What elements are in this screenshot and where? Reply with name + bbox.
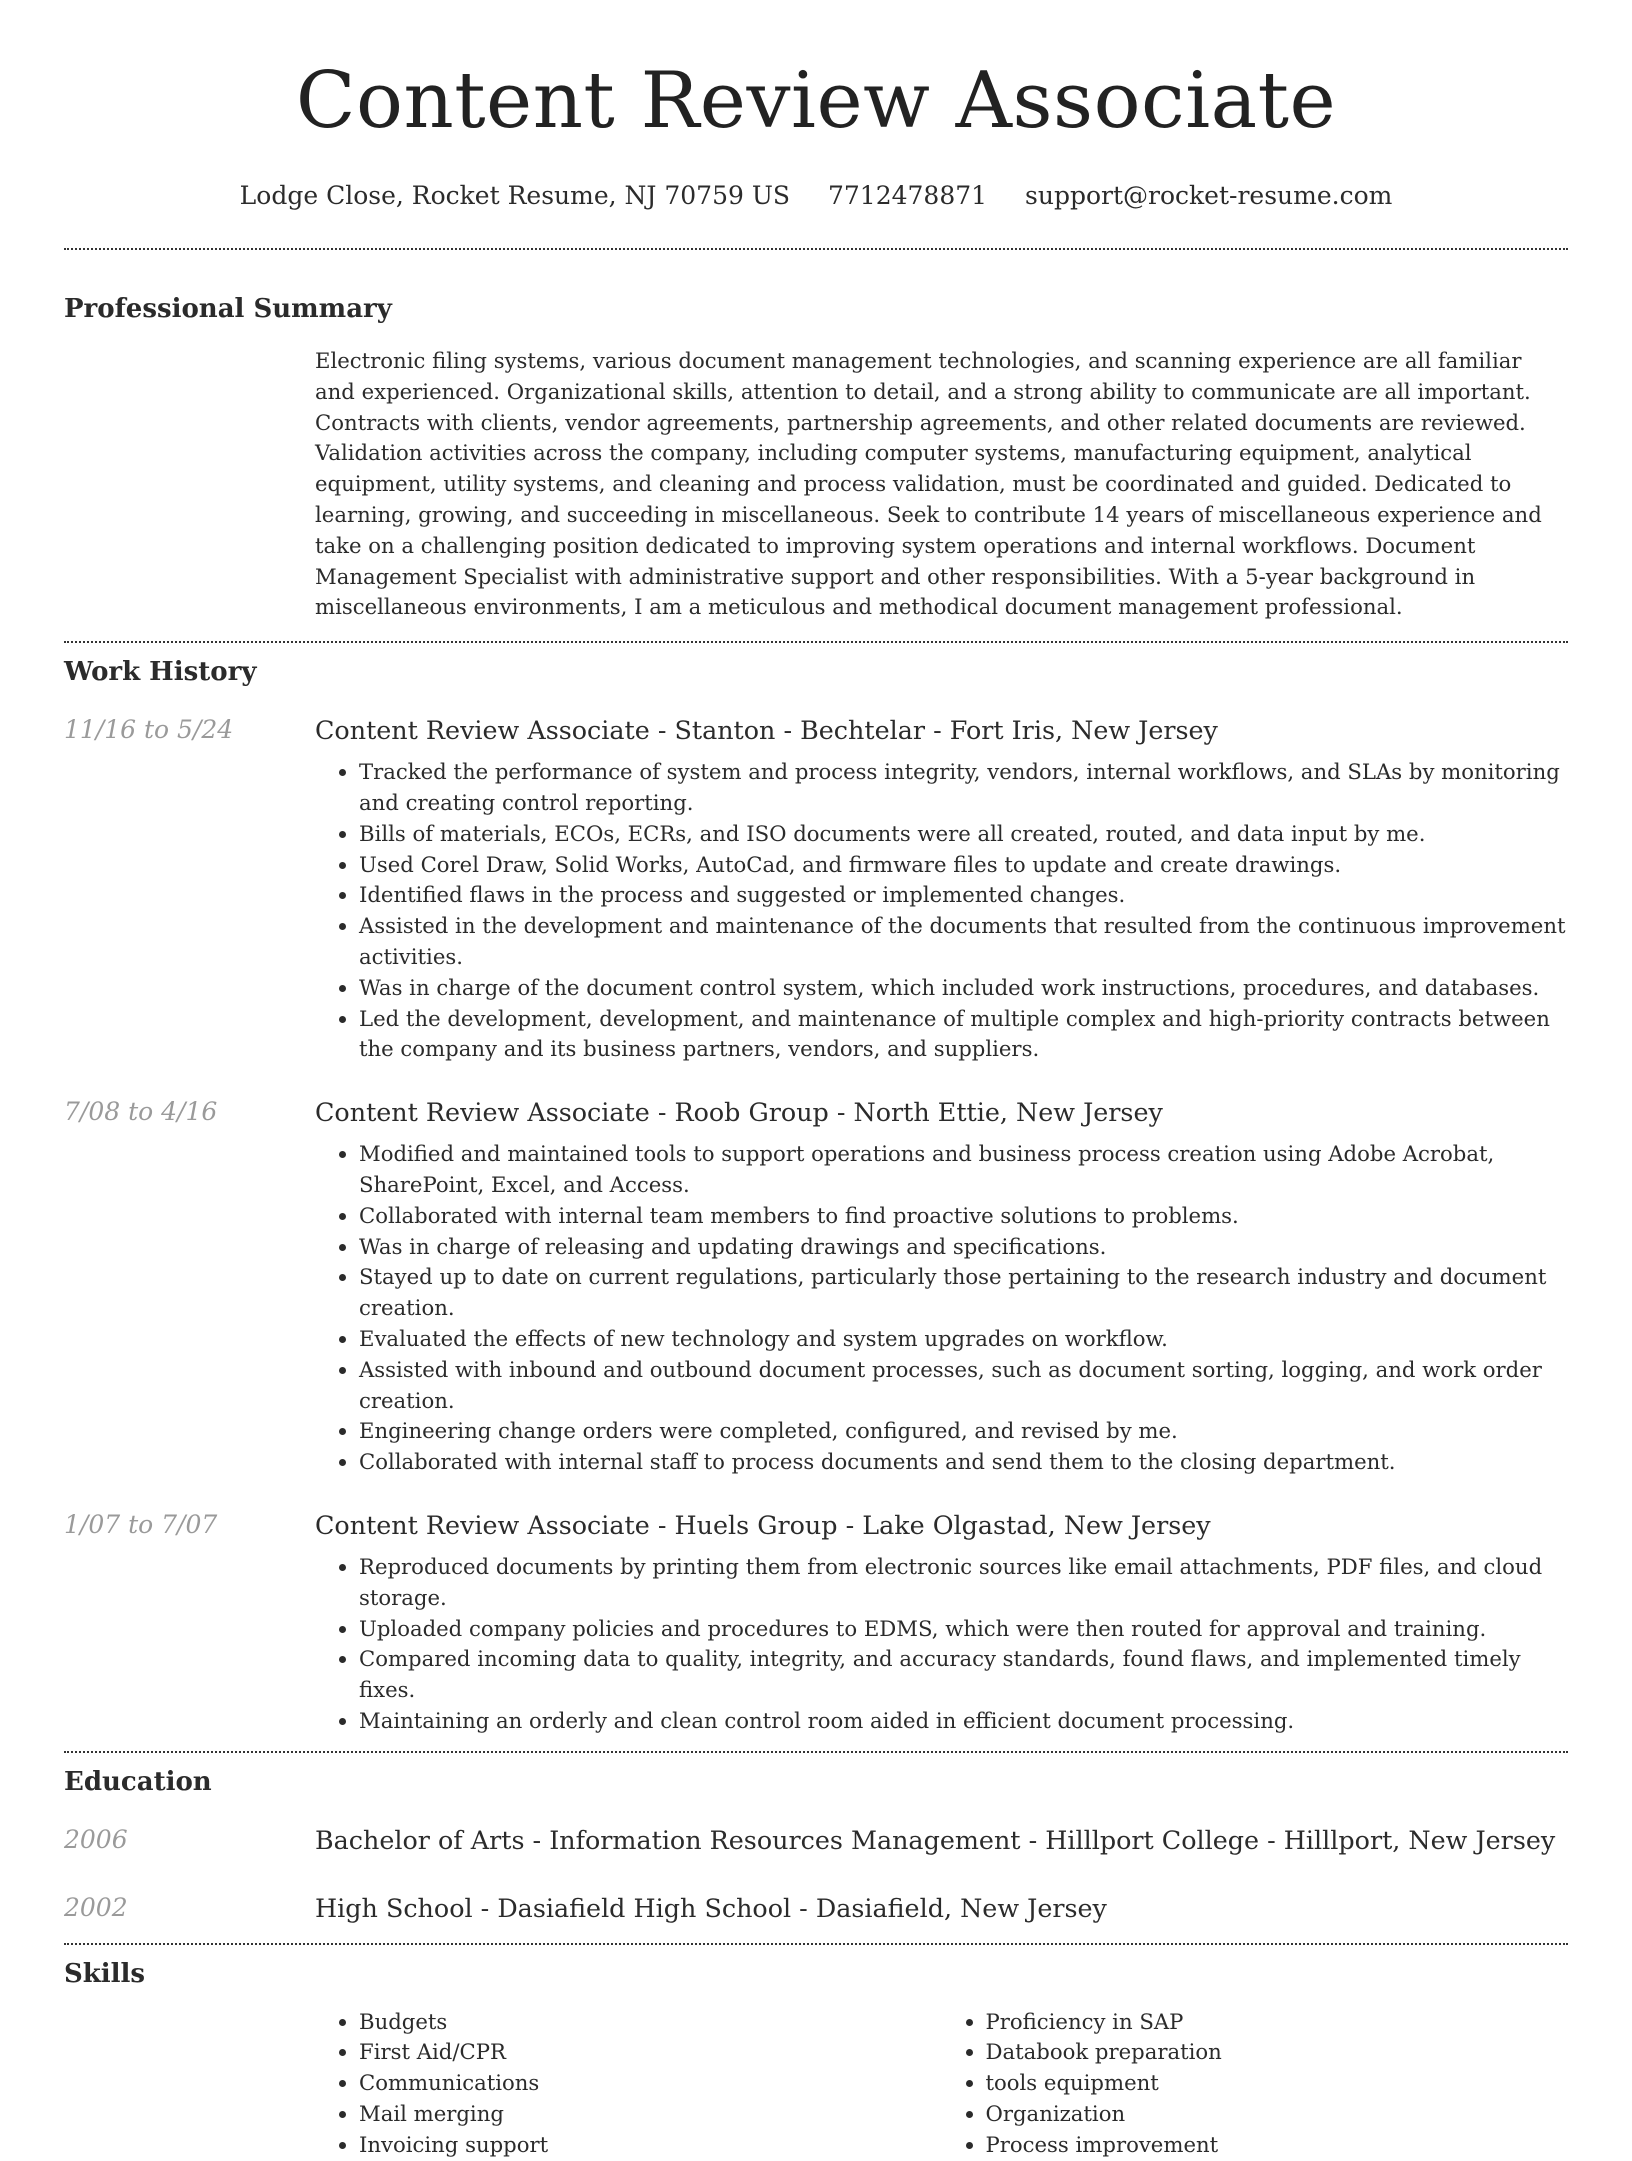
job-title: Content Review Associate - Roob Group - North Ettie, New Jersey bbox=[315, 1097, 1163, 1128]
education-year: 2002 bbox=[64, 1892, 128, 1922]
skill-item: • Databook preparation bbox=[986, 2037, 1569, 2068]
section-divider bbox=[64, 1751, 1568, 1753]
job-bullet: • Assisted in the development and maintenance of the documents that resulted from the continuous improvement activities. bbox=[359, 911, 1568, 973]
job-dates: 1/07 to 7/07 bbox=[64, 1509, 218, 1539]
job-entry bbox=[64, 713, 1568, 1065]
skills-column-left bbox=[315, 2007, 942, 2161]
contact-line bbox=[64, 180, 1568, 212]
job-bullet: • Assisted with inbound and outbound document processes, such as document sorting, logging, and work order creation. bbox=[359, 1355, 1568, 1417]
job-bullet: • Tracked the performance of system and process integrity, vendors, internal workflows, and SLAs by monitoring and creating control reporting. bbox=[359, 757, 1568, 819]
section-divider bbox=[64, 248, 1568, 250]
education-year: 2006 bbox=[64, 1824, 128, 1854]
job-title: Content Review Associate - Stanton - Bechtelar - Fort Iris, New Jersey bbox=[315, 715, 1218, 746]
job-bullet: • Led the development, development, and maintenance of multiple complex and high-priority contracts between the company and its business partners, vendors, and suppliers. bbox=[359, 1004, 1568, 1066]
work-history-heading: Work History bbox=[64, 657, 257, 688]
job-bullet: • Used Corel Draw, Solid Works, AutoCad, and firmware files to update and create drawings. bbox=[359, 850, 1568, 881]
job-bullet: • Stayed up to date on current regulations, particularly those pertaining to the research industry and document creation. bbox=[359, 1262, 1568, 1324]
resume-page bbox=[64, 0, 1568, 2161]
job-bullets bbox=[315, 1139, 1568, 1478]
skill-item: • Proficiency in SAP bbox=[986, 2007, 1569, 2038]
job-bullet: • Engineering change orders were completed, configured, and revised by me. bbox=[359, 1416, 1568, 1447]
job-bullet: • Bills of materials, ECOs, ECRs, and ISO documents were all created, routed, and data input by me. bbox=[359, 819, 1568, 850]
section-divider bbox=[64, 1943, 1568, 1945]
job-bullet: • Was in charge of the document control system, which included work instructions, procedures, and databases. bbox=[359, 973, 1568, 1004]
contact-email: support@rocket-resume.com bbox=[1025, 181, 1393, 210]
education-degree: Bachelor of Arts - Information Resources Management - Hilllport College - Hilllport, New Jersey bbox=[315, 1824, 1556, 1855]
education-entry bbox=[64, 1823, 1568, 1857]
job-bullet: • Maintaining an orderly and clean control room aided in efficient document processing. bbox=[359, 1706, 1568, 1737]
skill-item: • Mail merging bbox=[359, 2099, 942, 2130]
skill-item: • Communications bbox=[359, 2068, 942, 2099]
skill-item: • Budgets bbox=[359, 2007, 942, 2038]
summary-heading: Professional Summary bbox=[64, 294, 392, 324]
job-dates: 11/16 to 5/24 bbox=[64, 715, 234, 745]
contact-address: Lodge Close, Rocket Resume, NJ 70759 US bbox=[239, 181, 791, 210]
skill-item: • Process improvement bbox=[986, 2130, 1569, 2161]
skills-list bbox=[315, 2007, 1568, 2161]
job-bullet: • Evaluated the effects of new technology and system upgrades on workflow. bbox=[359, 1324, 1568, 1355]
resume-name: Content Review Associate bbox=[295, 56, 1337, 146]
education-degree: High School - Dasiafield High School - Dasiafield, New Jersey bbox=[315, 1892, 1107, 1923]
job-title: Content Review Associate - Huels Group - Lake Olgastad, New Jersey bbox=[315, 1509, 1211, 1540]
job-bullet: • Compared incoming data to quality, integrity, and accuracy standards, found flaws, and implemented timely fixes. bbox=[359, 1644, 1568, 1706]
job-bullets bbox=[315, 1552, 1568, 1737]
job-dates: 7/08 to 4/16 bbox=[64, 1097, 218, 1127]
section-divider bbox=[64, 641, 1568, 643]
job-bullet: • Collaborated with internal staff to process documents and send them to the closing department. bbox=[359, 1447, 1568, 1478]
job-bullet: • Identified flaws in the process and suggested or implemented changes. bbox=[359, 880, 1568, 911]
job-bullet: • Was in charge of releasing and updating drawings and specifications. bbox=[359, 1232, 1568, 1263]
summary-text: Electronic filing systems, various document management technologies, and scanning experience are all familiar and experienced. Organizational skills, attention to detail, and a strong ability to communicate are all important. Contracts with clients, vendor agreements, partnership agreements, and other related documents are reviewed. Validation activities across the company, including computer systems, manufacturing equipment, analytical equipment, utility systems, and cleaning and process validation, must be coordinated and guided. Dedicated to learning, growing, and succeeding in miscellaneous. Seek to contribute 14 years of miscellaneous experience and take on a challenging position dedicated to improving system operations and internal workflows. Document Management Specialist with administrative support and other responsibilities. With a 5-year background in miscellaneous environments, I am a meticulous and methodical document management professional. bbox=[315, 348, 1542, 620]
contact-phone: 7712478871 bbox=[828, 181, 988, 210]
skills-column-right bbox=[942, 2007, 1569, 2161]
education-heading: Education bbox=[64, 1766, 212, 1797]
job-bullet: • Uploaded company policies and procedures to EDMS, which were then routed for approval and training. bbox=[359, 1614, 1568, 1645]
job-bullet: • Collaborated with internal team members to find proactive solutions to problems. bbox=[359, 1201, 1568, 1232]
skill-item: • Organization bbox=[986, 2099, 1569, 2130]
job-bullets bbox=[315, 757, 1568, 1065]
job-bullet: • Modified and maintained tools to support operations and business process creation using Adobe Acrobat, SharePoint, Excel, and Access. bbox=[359, 1139, 1568, 1201]
job-entry bbox=[64, 1095, 1568, 1478]
job-entry bbox=[64, 1508, 1568, 1737]
skills-heading: Skills bbox=[64, 1958, 146, 1989]
skill-item: • First Aid/CPR bbox=[359, 2037, 942, 2068]
job-bullet: • Reproduced documents by printing them from electronic sources like email attachments, PDF files, and cloud storage. bbox=[359, 1552, 1568, 1614]
skill-item: • Invoicing support bbox=[359, 2130, 942, 2161]
skill-item: • tools equipment bbox=[986, 2068, 1569, 2099]
education-entry bbox=[64, 1891, 1568, 1925]
